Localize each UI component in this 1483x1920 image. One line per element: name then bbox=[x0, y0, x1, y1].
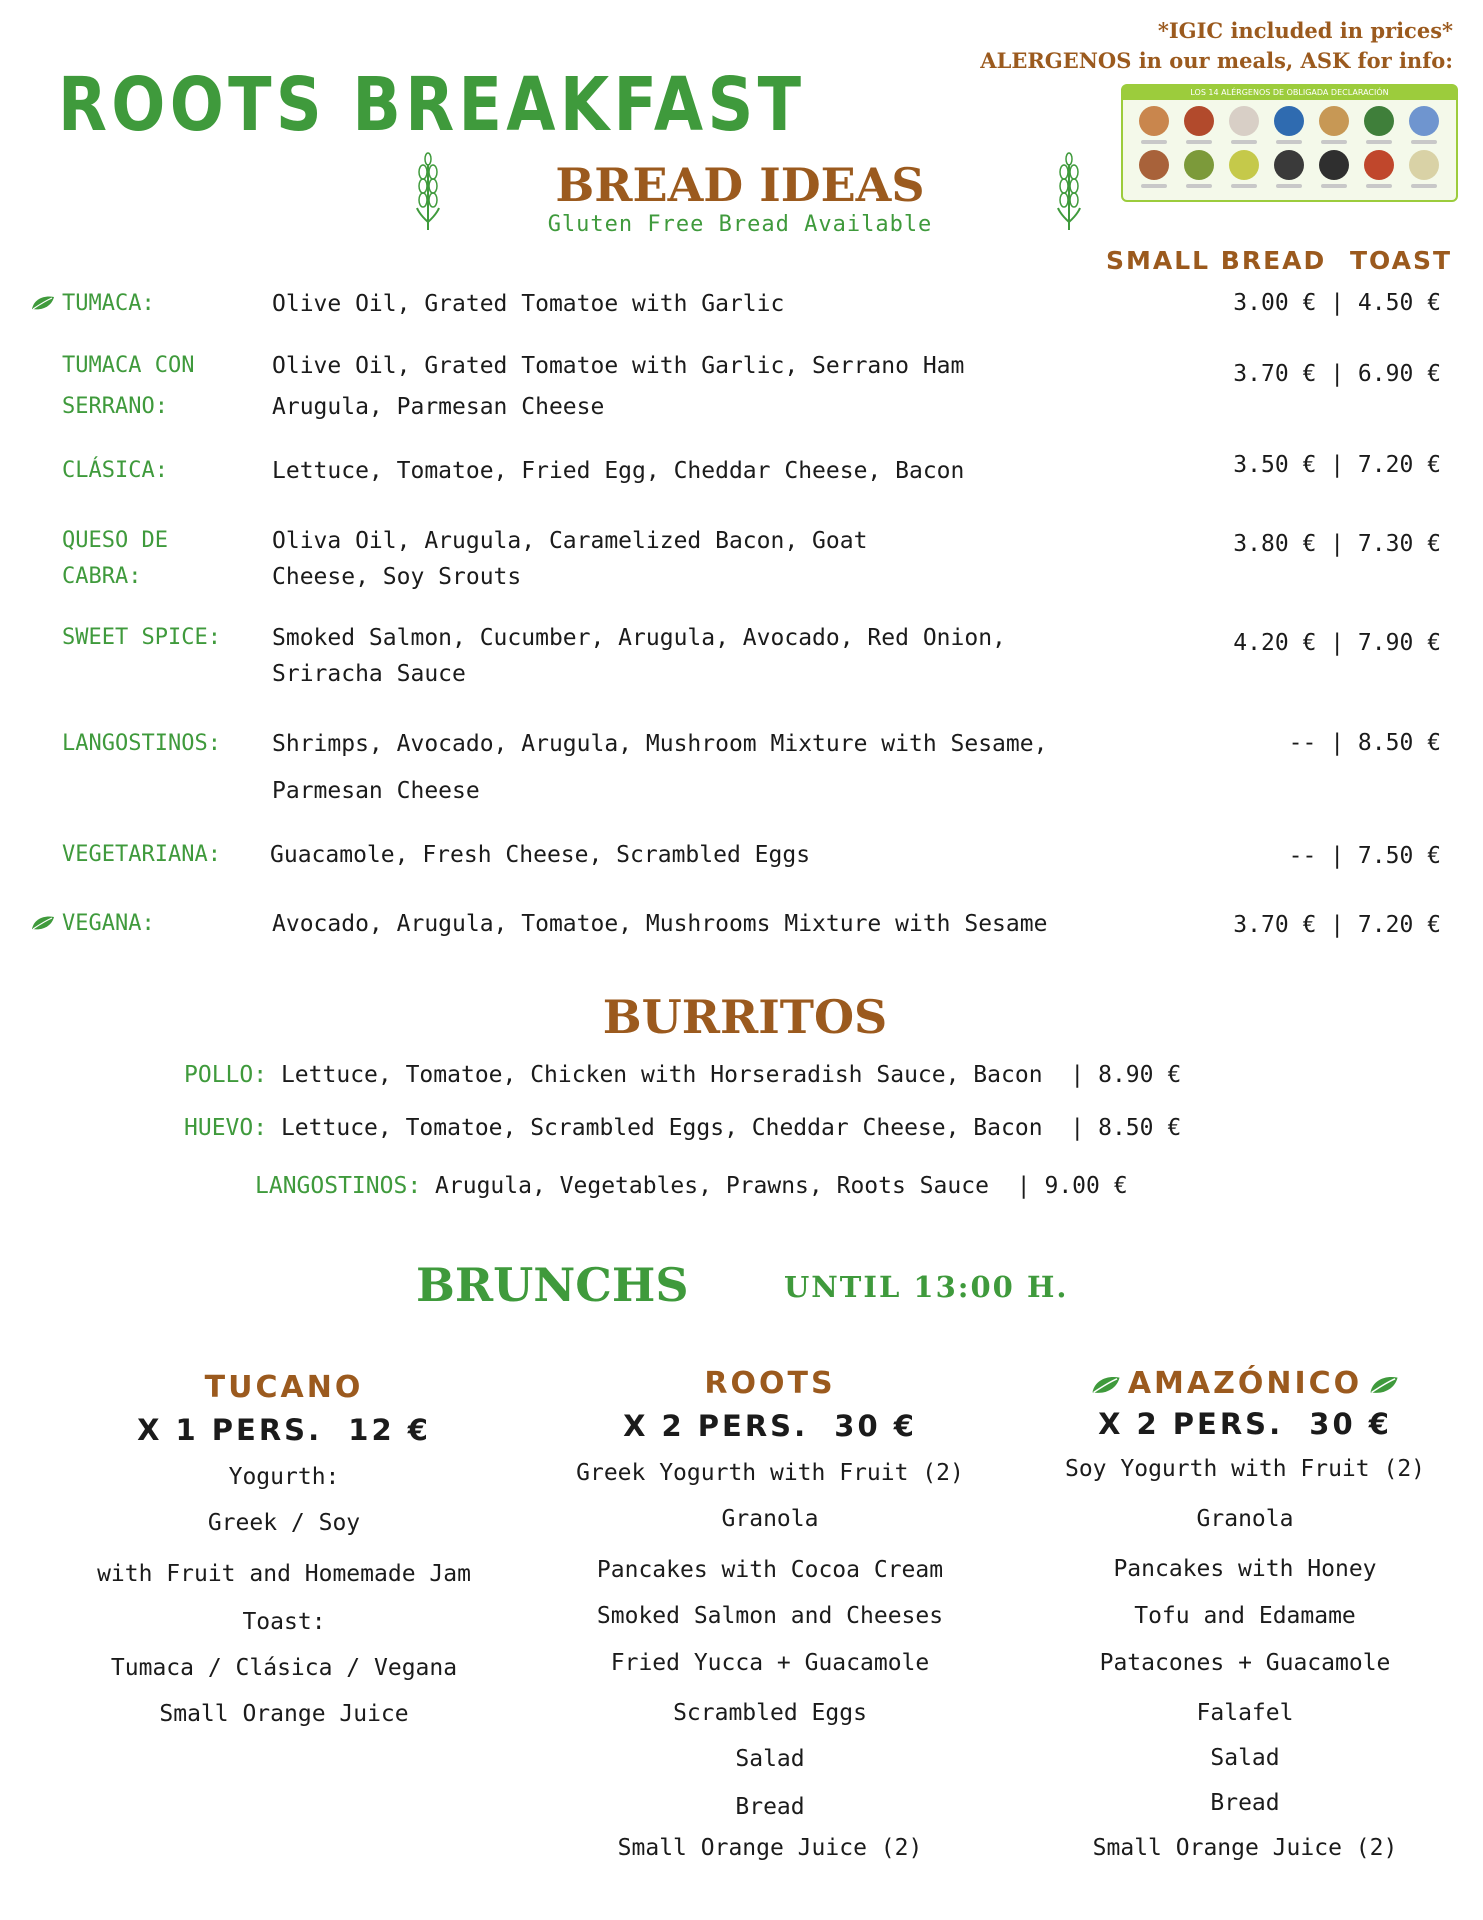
allergen-chart-heading: LOS 14 ALÉRGENOS DE OBLIGADA DECLARACIÓN bbox=[1123, 86, 1456, 100]
allergen-icon bbox=[1221, 106, 1266, 144]
allergen-label-bar bbox=[1231, 184, 1257, 188]
allergen-icon bbox=[1357, 106, 1402, 144]
brunch-price: X 1 PERS. 12 € bbox=[137, 1413, 431, 1447]
brunch-item: Soy Yogurth with Fruit (2) bbox=[1064, 1456, 1426, 1482]
bread-item-desc: Arugula, Parmesan Cheese bbox=[272, 394, 605, 420]
brunch-column-tucano bbox=[49, 1370, 519, 1750]
burrito-name: POLLO: bbox=[184, 1062, 268, 1088]
menu-title: ROOTS BREAKFAST bbox=[58, 62, 806, 148]
bread-item-price: -- | 8.50 € bbox=[1288, 730, 1441, 756]
allergen-label-bar bbox=[1366, 184, 1392, 188]
bread-item-desc: Lettuce, Tomatoe, Fried Egg, Cheddar Cheese, Bacon bbox=[272, 458, 965, 484]
section-title-brunchs: BRUNCHS bbox=[416, 1258, 689, 1312]
bread-item-price: -- | 7.50 € bbox=[1288, 843, 1441, 869]
brunch-item: Yogurth: bbox=[228, 1464, 340, 1490]
bread-item-desc: Avocado, Arugula, Tomatoe, Mushrooms Mixture with Sesame bbox=[272, 911, 1048, 937]
allergen-icon bbox=[1402, 106, 1447, 144]
allergen-chart bbox=[1121, 84, 1458, 202]
bread-item-name: QUESO DE bbox=[62, 528, 168, 553]
allergen-symbol bbox=[1184, 106, 1214, 136]
allergen-symbol bbox=[1364, 150, 1394, 180]
bread-item-name: TUMACA: bbox=[62, 291, 155, 316]
bread-item-price: 3.00 € | 4.50 € bbox=[1233, 290, 1441, 316]
leaf-icon bbox=[30, 295, 56, 311]
bread-item-name: LANGOSTINOS: bbox=[62, 731, 221, 756]
allergen-symbol bbox=[1229, 106, 1259, 136]
allergen-icon bbox=[1221, 150, 1266, 188]
brunch-item: Pancakes with Honey bbox=[1113, 1556, 1377, 1582]
brunch-item: Bread bbox=[735, 1794, 805, 1820]
bread-item-desc: Guacamole, Fresh Cheese, Scrambled Eggs bbox=[270, 842, 811, 868]
allergen-icon bbox=[1131, 150, 1176, 188]
column-header-toast: TOAST bbox=[1350, 246, 1453, 275]
allergen-label-bar bbox=[1276, 140, 1302, 144]
burrito-item bbox=[184, 1062, 1181, 1088]
bread-item-name: CLÁSICA: bbox=[62, 458, 168, 483]
brunch-name: TUCANO bbox=[204, 1370, 364, 1405]
allergen-label-bar bbox=[1411, 140, 1437, 144]
brunch-item: Tofu and Edamame bbox=[1134, 1603, 1356, 1629]
brunch-name-row bbox=[1010, 1366, 1480, 1401]
brunch-item: Smoked Salmon and Cheeses bbox=[596, 1603, 944, 1629]
allergen-symbol bbox=[1274, 106, 1304, 136]
brunch-price: X 2 PERS. 30 € bbox=[1098, 1407, 1392, 1441]
brunch-column-amazonico bbox=[1010, 1366, 1480, 1886]
allergen-symbol bbox=[1139, 150, 1169, 180]
bread-item-desc: Parmesan Cheese bbox=[272, 778, 480, 804]
bread-item-desc: Olive Oil, Grated Tomatoe with Garlic bbox=[272, 291, 785, 317]
allergen-label-bar bbox=[1321, 140, 1347, 144]
allergen-symbol bbox=[1274, 150, 1304, 180]
leaf-icon bbox=[1368, 1375, 1400, 1395]
burrito-item bbox=[184, 1115, 1181, 1141]
burrito-desc: Lettuce, Tomatoe, Scrambled Eggs, Cheddar Cheese, Bacon bbox=[280, 1115, 1043, 1141]
bread-item-name: SERRANO: bbox=[62, 394, 168, 419]
brunch-column-roots bbox=[535, 1366, 1005, 1886]
allergen-note: ALERGENOS in our meals, ASK for info: bbox=[980, 48, 1453, 73]
allergen-icon bbox=[1266, 150, 1311, 188]
bread-item-price: 3.80 € | 7.30 € bbox=[1233, 531, 1441, 557]
section-title-burritos: BURRITOS bbox=[602, 990, 888, 1044]
bread-item-desc: Cheese, Soy Srouts bbox=[272, 564, 522, 590]
brunch-item: Pancakes with Cocoa Cream bbox=[596, 1557, 944, 1583]
burrito-desc: Arugula, Vegetables, Prawns, Roots Sauce bbox=[435, 1173, 989, 1199]
leaf-icon bbox=[1090, 1375, 1122, 1395]
bread-item-price: 3.50 € | 7.20 € bbox=[1233, 452, 1441, 478]
gluten-free-note: Gluten Free Bread Available bbox=[547, 212, 933, 237]
brunch-item: Greek Yogurth with Fruit (2) bbox=[576, 1460, 964, 1486]
brunch-item: Patacones + Guacamole bbox=[1099, 1650, 1391, 1676]
igic-note: *IGIC included in prices* bbox=[1157, 18, 1453, 43]
brunch-item: Salad bbox=[735, 1746, 805, 1772]
bread-item-name: VEGANA: bbox=[62, 911, 155, 936]
bread-item-price: 4.20 € | 7.90 € bbox=[1233, 630, 1441, 656]
brunch-item: Falafel bbox=[1196, 1700, 1294, 1726]
allergen-icon bbox=[1402, 150, 1447, 188]
brunch-item: Small Orange Juice bbox=[159, 1701, 409, 1727]
bread-item-desc: Olive Oil, Grated Tomatoe with Garlic, Serrano Ham bbox=[272, 353, 965, 379]
allergen-symbol bbox=[1184, 150, 1214, 180]
burrito-name: HUEVO: bbox=[184, 1115, 268, 1141]
allergen-symbol bbox=[1139, 106, 1169, 136]
brunch-item: Bread bbox=[1210, 1790, 1280, 1816]
brunch-price: X 2 PERS. 30 € bbox=[623, 1409, 917, 1443]
burrito-price: | 8.50 € bbox=[1070, 1115, 1182, 1141]
bread-item-desc: Shrimps, Avocado, Arugula, Mushroom Mixture with Sesame, bbox=[272, 731, 1048, 757]
bread-item-name: CABRA: bbox=[62, 564, 142, 589]
bread-item-desc: Oliva Oil, Arugula, Caramelized Bacon, Goat bbox=[272, 528, 868, 554]
allergen-label-bar bbox=[1411, 184, 1437, 188]
brunch-item: Small Orange Juice (2) bbox=[617, 1835, 923, 1861]
allergen-icon bbox=[1176, 106, 1221, 144]
allergen-symbol bbox=[1409, 150, 1439, 180]
burrito-item bbox=[255, 1173, 1128, 1199]
burrito-price: | 8.90 € bbox=[1070, 1062, 1182, 1088]
allergen-icon bbox=[1131, 106, 1176, 144]
allergen-symbol bbox=[1319, 106, 1349, 136]
brunch-item: Scrambled Eggs bbox=[673, 1700, 867, 1726]
allergen-icon bbox=[1357, 150, 1402, 188]
column-header-small-bread: SMALL BREAD bbox=[1106, 246, 1327, 275]
allergen-label-bar bbox=[1186, 140, 1212, 144]
brunch-name: AMAZÓNICO bbox=[1127, 1366, 1363, 1401]
brunch-hours: UNTIL 13:00 H. bbox=[784, 1270, 1069, 1304]
wheat-icon bbox=[411, 150, 445, 232]
allergen-label-bar bbox=[1141, 184, 1167, 188]
brunch-item: Tumaca / Clásica / Vegana bbox=[110, 1655, 458, 1681]
brunch-name: ROOTS bbox=[704, 1366, 836, 1401]
bread-item-name: VEGETARIANA: bbox=[62, 842, 221, 867]
wheat-icon bbox=[1052, 150, 1086, 232]
allergen-icon bbox=[1266, 106, 1311, 144]
allergen-label-bar bbox=[1321, 184, 1347, 188]
brunch-item: Granola bbox=[1196, 1506, 1294, 1532]
burrito-name: LANGOSTINOS: bbox=[255, 1173, 422, 1199]
allergen-label-bar bbox=[1141, 140, 1167, 144]
allergen-symbol bbox=[1409, 106, 1439, 136]
allergen-symbol bbox=[1229, 150, 1259, 180]
leaf-icon bbox=[30, 915, 56, 931]
bread-item-price: 3.70 € | 6.90 € bbox=[1233, 361, 1441, 387]
brunch-item: Toast: bbox=[242, 1609, 326, 1635]
burrito-price: | 9.00 € bbox=[1016, 1173, 1128, 1199]
brunch-item: Small Orange Juice (2) bbox=[1092, 1835, 1398, 1861]
bread-item-name: SWEET SPICE: bbox=[62, 625, 221, 650]
allergen-icon bbox=[1312, 150, 1357, 188]
allergen-label-bar bbox=[1231, 140, 1257, 144]
brunch-item: Greek / Soy bbox=[207, 1510, 361, 1536]
brunch-item: with Fruit and Homemade Jam bbox=[97, 1561, 471, 1587]
allergen-label-bar bbox=[1366, 140, 1392, 144]
brunch-item: Salad bbox=[1210, 1745, 1280, 1771]
brunch-item: Fried Yucca + Guacamole bbox=[610, 1650, 930, 1676]
allergen-symbol bbox=[1319, 150, 1349, 180]
bread-item-desc: Sriracha Sauce bbox=[272, 661, 466, 687]
allergen-label-bar bbox=[1186, 184, 1212, 188]
bread-item-desc: Smoked Salmon, Cucumber, Arugula, Avocado, Red Onion, bbox=[272, 625, 1006, 651]
brunch-item: Granola bbox=[721, 1506, 819, 1532]
bread-item-name: TUMACA CON bbox=[62, 353, 195, 378]
section-title-bread: BREAD IDEAS bbox=[555, 158, 925, 212]
allergen-icon bbox=[1176, 150, 1221, 188]
allergen-icon bbox=[1312, 106, 1357, 144]
allergen-symbol bbox=[1364, 106, 1394, 136]
burrito-desc: Lettuce, Tomatoe, Chicken with Horseradish Sauce, Bacon bbox=[280, 1062, 1043, 1088]
bread-item-price: 3.70 € | 7.20 € bbox=[1233, 912, 1441, 938]
allergen-label-bar bbox=[1276, 184, 1302, 188]
